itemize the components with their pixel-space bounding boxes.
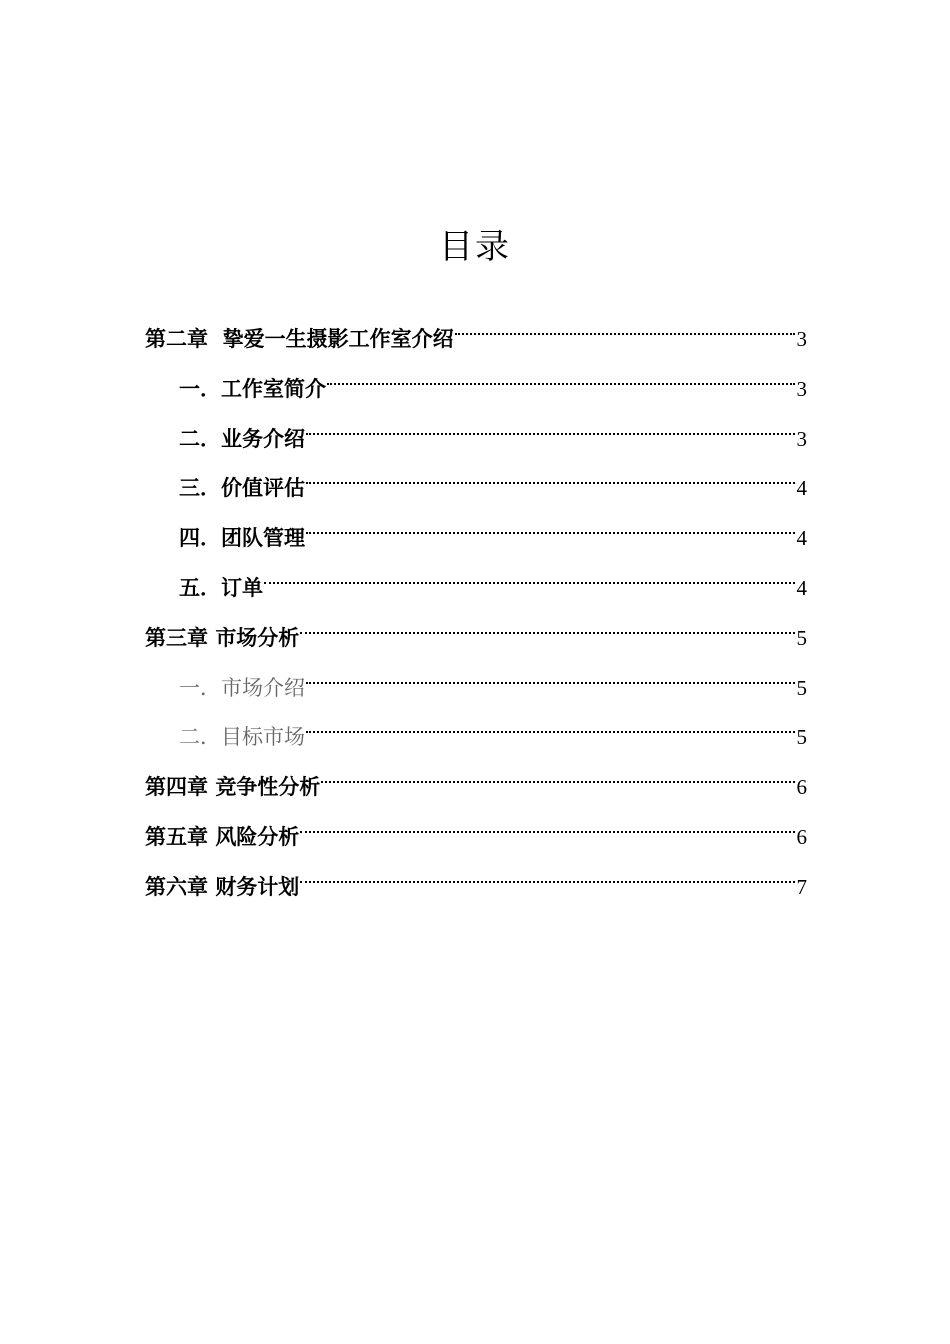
toc-entry-number: 二． [179, 426, 221, 451]
toc-dot-leader [305, 700, 797, 744]
toc-page-number: 4 [796, 575, 807, 600]
toc-entry-number: 四． [179, 526, 221, 551]
toc-entry-number: 第五章 [145, 824, 216, 849]
toc-dot-leader [305, 651, 797, 695]
toc-entry-number: 第三章 [145, 625, 216, 650]
toc-dot-leader [299, 850, 796, 894]
toc-entry[interactable] [145, 302, 807, 352]
toc-page-number: 5 [796, 675, 807, 700]
toc-entry-number: 五． [179, 575, 221, 600]
toc-dot-leader [263, 551, 797, 595]
toc-page-number: 5 [796, 725, 807, 750]
toc-entry-number: 一． [179, 376, 221, 401]
toc-title: 目录 [439, 226, 511, 267]
toc-dot-leader [305, 501, 797, 545]
toc-dot-leader [320, 750, 796, 794]
toc-entry-title: 工作室简介 [221, 376, 326, 401]
toc-dot-leader [305, 402, 797, 446]
toc-dot-leader [299, 800, 796, 844]
toc-dot-leader [454, 302, 797, 346]
toc-entry-title: 团队管理 [221, 526, 305, 551]
toc-page-number: 7 [796, 874, 807, 899]
toc-page-number: 4 [796, 526, 807, 551]
toc-entry-title: 挚爱一生摄影工作室介绍 [222, 327, 454, 351]
toc-entry-title: 订单 [221, 575, 263, 600]
toc-entry-number: 一． [179, 675, 221, 700]
toc-entry-title: 市场分析 [215, 625, 300, 650]
table-of-contents [145, 302, 807, 900]
toc-entry-number: 第二章 [145, 327, 223, 351]
toc-dot-leader [305, 451, 797, 495]
toc-entry-number: 三． [179, 476, 221, 501]
toc-page-number: 3 [796, 426, 807, 451]
toc-page-number: 6 [796, 775, 807, 800]
toc-entry-title: 风险分析 [215, 824, 300, 849]
toc-entry-title: 目标市场 [221, 725, 305, 750]
toc-dot-leader [326, 352, 797, 396]
toc-entry-title: 财务计划 [215, 874, 300, 899]
toc-entry-title: 市场介绍 [221, 675, 305, 700]
toc-page-number: 5 [796, 625, 807, 650]
toc-entry-title: 业务介绍 [221, 426, 305, 451]
toc-page-number: 3 [796, 376, 807, 401]
toc-entry-number: 第四章 [145, 775, 216, 800]
toc-entry-title: 价值评估 [221, 476, 305, 501]
toc-entry-title: 竞争性分析 [215, 775, 321, 800]
toc-entry-number: 第六章 [145, 874, 216, 899]
toc-dot-leader [299, 601, 796, 645]
toc-page-number: 3 [796, 327, 807, 351]
toc-page-number: 6 [796, 824, 807, 849]
toc-entry-number: 二． [179, 725, 221, 750]
toc-page-number: 4 [796, 476, 807, 501]
